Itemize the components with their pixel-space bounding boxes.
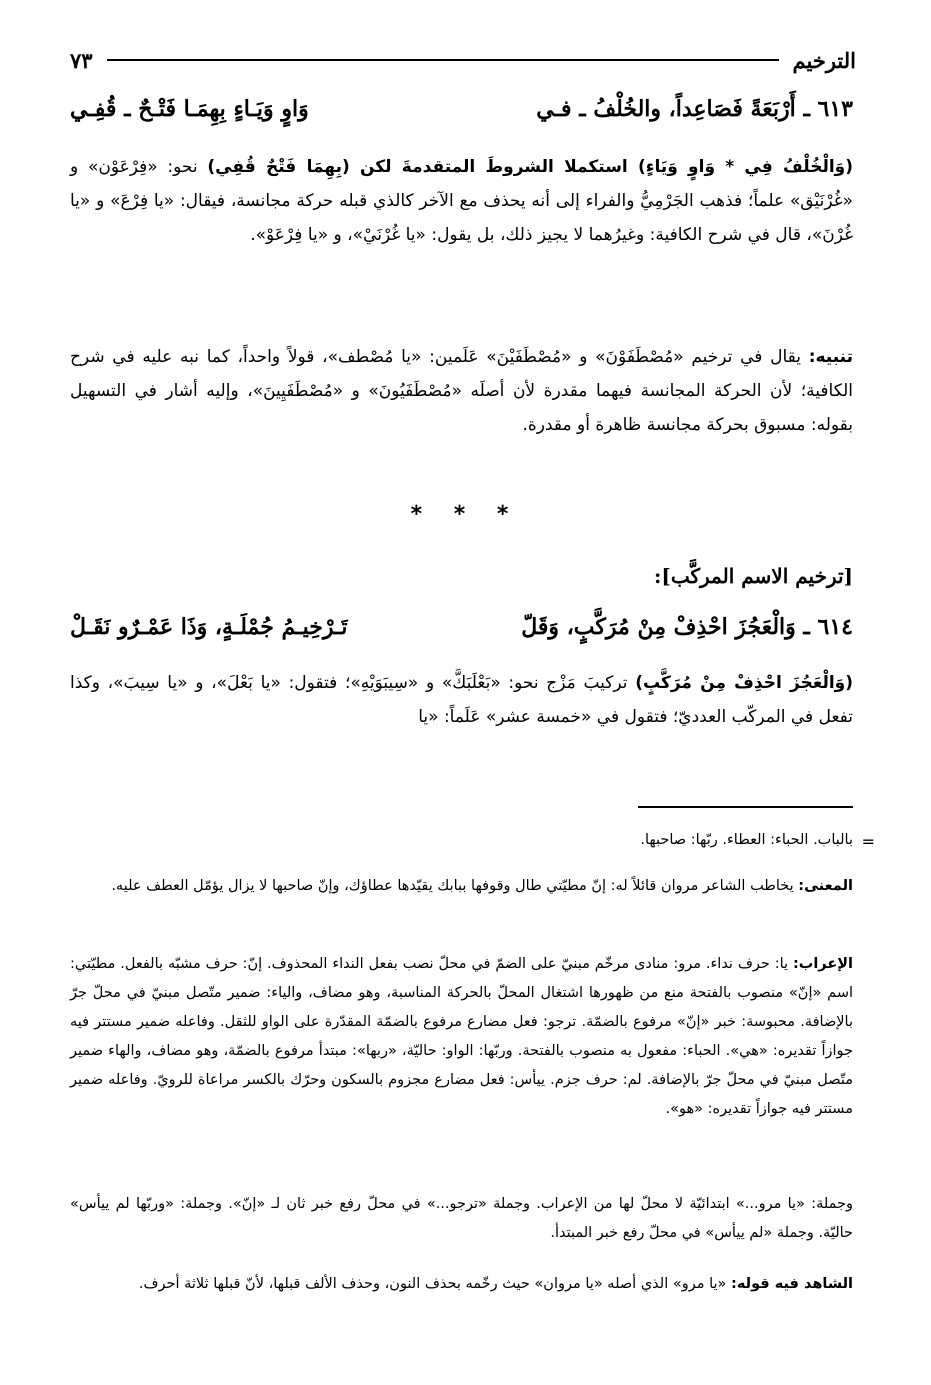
irab-text: يا: حرف نداء. مرو: منادى مرخّم مبنيّ على الضمّ في محلّ نصب بفعل النداء المحذوف. إنّ: حرف مشبّه بالفعل. مطيّتي: اسم «إنّ» منصوب بالفتحة منع من ظهورها اشتغال المحلّ بالحركة المناسبة، وهو مضاف، والياء: ضمير متّصل مبنيّ في محلّ جرّ بالإضافة. محبوسة: خبر «إنّ» مرفوع بالضمّة. ترجو: فعل مضارع مرفوع بالضمّة المقدّرة على الواو للثقل. وفاعله ضمير مستتر فيه جوازاً تقديره: «هي». الحباء: مفعول به منصوب بالفتحة. وربّها: الواو: حاليّة، «ربها»: مبتدأ مرفوع بالضمّة، وهو مضاف، والهاء ضمير متّصل مبنيّ في محلّ جرّ بالإضافة. لم: حرف جزم. ييأس: فعل مضارع مجزوم بالسكون وحرّك بالكسر مراعاة للرويّ. وفاعله ضمير مستتر فيه جوازاً تقديره: «هو». <box>70 956 853 1117</box>
maana-text: يخاطب الشاعر مروان قائلاً له: إنّ مطيّتي طال وقوفها ببابك يقيّدها عطاؤك، وإنّ صاحبها لا يزال يؤمّل العطف عليه. <box>111 878 794 894</box>
commentary-613-text: نحو: «فِرْعَوْن» و «غُرْنَيْق» علماً؛ فذهب الجَرْمِيُّ والفراء إلى أنه يحذف مع الآخر كالذي قبله حركة مجانسة، فيقال: «يا فِرْعَ» و «يا غُرْنَ»، قال في شرح الكافية: وغيرُهما لا يجيز ذلك، بل يقول: «يا غُرْنَيْ»، و «يا فِرْعَوْ». <box>70 157 853 245</box>
shahid-text: «يا مرو» الذي أصله «يا مروان» حيث رخّمه بحذف النون، وحذف الألف قبلها، لأنّ قبلها ثلاثة أحرف. <box>138 1276 727 1292</box>
commentary-613-lead: (وَالْخُلْفُ فِي * وَاوٍ وَيَاءٍ) استكملا الشروطَ المتقدمةَ لكن (بِهِمَا فَتْحٌ قُفِي) <box>207 157 853 177</box>
header-rule <box>107 59 779 61</box>
section-title: [ترخيم الاسم المركَّب]: <box>654 564 853 588</box>
page-header <box>70 40 856 80</box>
footnote-maana <box>70 872 853 901</box>
commentary-614-text: تركيبَ مَزْج نحو: «بَعْلَبَكَّ» و «سِيبَوَيْهِ»؛ فتقول: «يا بَعْلَ»، و «يا سِيبَ»، وكذا تفعل في المركّب العدديّ؛ فتقول في «خمسة عشر» عَلَماً: «يا <box>70 673 853 727</box>
verse-613 <box>70 96 853 122</box>
maana-label: المعنى: <box>798 878 853 894</box>
section-separator: * * * <box>410 502 521 527</box>
verse-614 <box>70 614 853 640</box>
tanbih-text: يقال في ترخيم «مُصْطَفَوْنَ» و «مُصْطَفَيْنَ» عَلَمين: «يا مُصْطف»، قولاً واحداً، كما نبه عليه في شرح الكافية؛ لأن الحركة المجانسة فيهما مقدرة لأن أصلَه «مُصْطَفَيُونَ» و «مُصْطَفَيِينَ»، وإليه أشار في التسهيل بقوله: مسبوق بحركة مجانسة ظاهرة أو مقدرة. <box>70 347 853 435</box>
footnote-line-0: بالباب. الحباء: العطاء. ربّها: صاحبها. <box>640 832 853 848</box>
footnote-jumla: وجملة: «يا مرو...» ابتدائيّة لا محلّ لها من الإعراب. وجملة «ترجو...» في محلّ رفع خبر ثان لـ «إنّ». وجملة: «وربّها لم ييأس» حاليّة. وجملة «لم ييأس» في محلّ رفع خبر المبتدأ. <box>70 1196 853 1241</box>
tanbih-label: تنبيه: <box>808 347 853 367</box>
commentary-614-lead: (وَالْعَجُزَ احْذِفْ مِنْ مُرَكَّبٍ) <box>635 673 854 693</box>
chapter-title: الترخيم <box>792 47 856 73</box>
commentary-613 <box>70 150 853 252</box>
tanbih-note <box>70 340 853 442</box>
shahid-label: الشاهد فيه قوله: <box>731 1276 853 1292</box>
footnote-irab <box>70 950 853 1124</box>
continuation-mark: = <box>861 832 875 851</box>
verse-613-second-hemistich: وَاوٍ وَيَـاءٍ بِهِمَـا فَتْـحٌ ـ قُفِـي <box>70 96 309 122</box>
verse-614-first-hemistich: ٦١٤ ـ وَالْعَجُزَ احْذِفْ مِنْ مُرَكَّبٍ، وَقَلّ <box>521 614 853 640</box>
commentary-614 <box>70 666 853 734</box>
page-number: ٧٣ <box>70 47 93 73</box>
verse-613-first-hemistich: ٦١٣ ـ أَرْبَعَةً فَصَاعِداً، والخُلْفُ ـ فـي <box>536 96 853 122</box>
footnote-shahid <box>70 1270 853 1299</box>
verse-614-second-hemistich: تَـرْخِيـمُ جُمْلَـةٍ، وَذَا عَمْـرٌو نَقَـلْ <box>70 614 348 640</box>
irab-label: الإعراب: <box>792 956 853 972</box>
footnote-rule <box>638 806 853 808</box>
